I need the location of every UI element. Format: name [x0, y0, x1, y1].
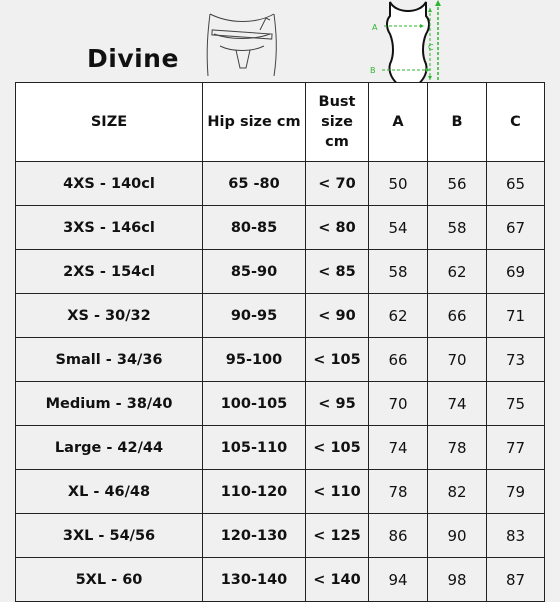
table-row	[16, 294, 545, 338]
table-row	[16, 206, 545, 250]
hip-measurement-illustration	[200, 10, 290, 80]
header-a: A	[369, 83, 428, 162]
cell-size: 5XL - 60	[16, 558, 203, 602]
header-bust-line1: Bust	[318, 94, 356, 110]
cell-a: 94	[369, 558, 428, 602]
cell-c: 67	[487, 206, 545, 250]
cell-size: Medium - 38/40	[16, 382, 203, 426]
cell-bust: < 105	[306, 338, 369, 382]
cell-b: 78	[428, 426, 487, 470]
cell-b: 66	[428, 294, 487, 338]
cell-c: 87	[487, 558, 545, 602]
header-bust-line2: size	[321, 114, 353, 130]
cell-size: Large - 42/44	[16, 426, 203, 470]
cell-bust: < 90	[306, 294, 369, 338]
table-row	[16, 514, 545, 558]
cell-bust: < 105	[306, 426, 369, 470]
cell-c: 75	[487, 382, 545, 426]
cell-c: 65	[487, 162, 545, 206]
cell-hip: 80-85	[203, 206, 306, 250]
cell-bust: < 85	[306, 250, 369, 294]
cell-size: 3XS - 146cl	[16, 206, 203, 250]
label-c: C	[428, 43, 434, 52]
cell-c: 83	[487, 514, 545, 558]
cell-size: XL - 46/48	[16, 470, 203, 514]
header-b: B	[428, 83, 487, 162]
cell-b: 56	[428, 162, 487, 206]
cell-a: 62	[369, 294, 428, 338]
cell-hip: 110-120	[203, 470, 306, 514]
header-size: SIZE	[16, 83, 203, 162]
cell-size: 2XS - 154cl	[16, 250, 203, 294]
table-row	[16, 162, 545, 206]
cell-size: 4XS - 140cl	[16, 162, 203, 206]
cell-bust: < 125	[306, 514, 369, 558]
cell-b: 90	[428, 514, 487, 558]
cell-hip: 120-130	[203, 514, 306, 558]
cell-a: 86	[369, 514, 428, 558]
cell-bust: < 80	[306, 206, 369, 250]
size-chart-table	[15, 82, 545, 602]
header-bust-line3: cm	[325, 134, 349, 150]
table-row	[16, 338, 545, 382]
cell-hip: 95-100	[203, 338, 306, 382]
cell-bust: < 140	[306, 558, 369, 602]
cell-c: 73	[487, 338, 545, 382]
cell-c: 77	[487, 426, 545, 470]
brand-title: Divine	[87, 44, 179, 73]
cell-b: 82	[428, 470, 487, 514]
cell-hip: 105-110	[203, 426, 306, 470]
cell-c: 79	[487, 470, 545, 514]
cell-size: 3XL - 54/56	[16, 514, 203, 558]
cell-c: 69	[487, 250, 545, 294]
cell-hip: 100-105	[203, 382, 306, 426]
cell-b: 70	[428, 338, 487, 382]
cell-bust: < 110	[306, 470, 369, 514]
cell-hip: 130-140	[203, 558, 306, 602]
cell-a: 70	[369, 382, 428, 426]
cell-a: 78	[369, 470, 428, 514]
header-hip: Hip size cm	[203, 83, 306, 162]
table-row	[16, 426, 545, 470]
cell-a: 74	[369, 426, 428, 470]
cell-size: XS - 30/32	[16, 294, 203, 338]
header-bust	[306, 83, 369, 162]
cell-a: 58	[369, 250, 428, 294]
table-row	[16, 470, 545, 514]
cell-a: 54	[369, 206, 428, 250]
cell-c: 71	[487, 294, 545, 338]
table-header-row	[16, 83, 545, 162]
cell-b: 58	[428, 206, 487, 250]
table-row	[16, 250, 545, 294]
cell-b: 74	[428, 382, 487, 426]
cell-bust: < 70	[306, 162, 369, 206]
cell-a: 66	[369, 338, 428, 382]
table-row	[16, 558, 545, 602]
cell-a: 50	[369, 162, 428, 206]
cell-size: Small - 34/36	[16, 338, 203, 382]
label-b: B	[370, 66, 376, 75]
cell-hip: 90-95	[203, 294, 306, 338]
label-a: A	[372, 23, 378, 32]
cell-b: 98	[428, 558, 487, 602]
cell-bust: < 95	[306, 382, 369, 426]
cell-b: 62	[428, 250, 487, 294]
table-row	[16, 382, 545, 426]
header	[0, 0, 560, 82]
cell-hip: 65 -80	[203, 162, 306, 206]
header-c: C	[487, 83, 545, 162]
cell-hip: 85-90	[203, 250, 306, 294]
